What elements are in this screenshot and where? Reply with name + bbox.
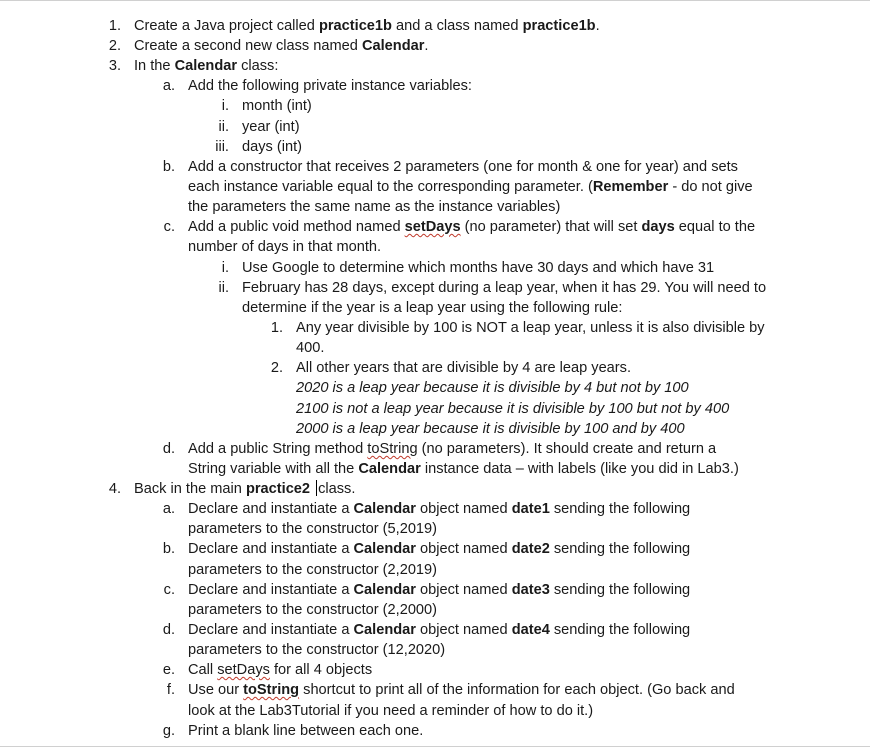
list-marker: 1. <box>270 320 283 336</box>
list-marker: g. <box>162 723 175 739</box>
spellcheck-flagged-word: toString <box>367 441 418 457</box>
list-item-text <box>134 16 600 36</box>
text-run: number of days in that month. <box>188 239 382 255</box>
text-run: Remember <box>592 179 669 195</box>
list-item-text <box>188 620 690 640</box>
text-run: Calendar <box>361 38 425 54</box>
list-item-text <box>188 237 381 257</box>
list-marker: 1. <box>108 18 121 34</box>
text-run: date1 <box>511 501 550 517</box>
list-item-text <box>134 36 428 56</box>
list-marker: c. <box>163 219 175 235</box>
list-marker: 3. <box>108 58 121 74</box>
text-run: days (int) <box>242 139 303 155</box>
text-run: parameters to the constructor (5,2019) <box>188 521 438 537</box>
list-item-text <box>296 419 685 439</box>
text-run: practice1b <box>318 18 392 34</box>
text-run: sending the following <box>549 501 691 517</box>
list-marker: i. <box>221 98 229 114</box>
text-run: and a class named <box>391 18 523 34</box>
list-item-text <box>296 338 324 358</box>
list-item-text <box>296 399 729 419</box>
text-run: sending the following <box>549 622 691 638</box>
list-marker: f. <box>166 682 175 698</box>
text-run: Use Google to determine which months have 30 days and which have 31 <box>242 260 715 276</box>
page-top-border <box>0 0 870 1</box>
text-run: parameters to the constructor (2,2000) <box>188 602 438 618</box>
text-run: for all 4 objects <box>269 662 373 678</box>
list-item-text <box>296 318 765 338</box>
list-item-text <box>188 439 716 459</box>
list-item-text <box>242 96 312 116</box>
text-run: Declare and instantiate a <box>188 622 354 638</box>
list-marker: 2. <box>270 360 283 376</box>
list-marker: 2. <box>108 38 121 54</box>
spellcheck-flagged-word: toString <box>243 682 300 698</box>
text-run: month (int) <box>242 98 312 114</box>
text-run: (no parameter) that will set <box>460 219 642 235</box>
list-item-text <box>188 600 437 620</box>
list-marker: e. <box>162 662 175 678</box>
list-item-text <box>188 177 753 197</box>
list-item-text <box>242 117 300 137</box>
list-item-text <box>188 701 593 721</box>
text-run <box>310 481 314 497</box>
text-run: class. <box>318 481 356 497</box>
list-marker: c. <box>163 582 175 598</box>
text-run: Create a second new class named <box>134 38 362 54</box>
text-run: Add a public void method named <box>188 219 405 235</box>
text-run: Declare and instantiate a <box>188 501 354 517</box>
spellcheck-flagged-word: setDays <box>217 662 270 678</box>
list-item-text <box>242 137 302 157</box>
list-item-text <box>188 459 739 479</box>
list-item-text <box>134 479 355 499</box>
list-marker: a. <box>162 501 175 517</box>
text-run: days <box>641 219 675 235</box>
text-run: object named <box>415 541 512 557</box>
list-item-text <box>296 358 631 378</box>
text-run: Use our <box>188 682 244 698</box>
text-run: Back in the main <box>134 481 246 497</box>
text-run: object named <box>415 622 512 638</box>
list-marker: d. <box>162 441 175 457</box>
text-run: practice2 <box>245 481 311 497</box>
text-run: parameters to the constructor (12,2020) <box>188 642 446 658</box>
list-item-text <box>188 519 437 539</box>
list-marker: a. <box>162 78 175 94</box>
text-cursor <box>316 480 317 496</box>
list-item-text <box>188 157 738 177</box>
text-run: . <box>595 18 600 34</box>
list-marker: b. <box>162 159 175 175</box>
text-run: look at the Lab3Tutorial if you need a reminder of how to do it.) <box>188 703 594 719</box>
list-item-text <box>188 499 690 519</box>
text-run: object named <box>415 501 512 517</box>
text-run: each instance variable equal to the corresponding parameter. ( <box>188 179 593 195</box>
list-marker: iii. <box>215 139 229 155</box>
text-run: Calendar <box>174 58 238 74</box>
text-run: Add the following private instance variables: <box>188 78 472 94</box>
text-run: instance data – with labels (like you did in Lab3.) <box>420 461 739 477</box>
list-item-text <box>188 660 372 680</box>
list-item-text <box>188 680 735 700</box>
text-run: 2100 is not a leap year because it is divisible by 100 but not by 400 <box>296 401 730 417</box>
text-run: Declare and instantiate a <box>188 582 354 598</box>
list-item-text <box>188 640 445 660</box>
text-run: 400. <box>296 340 325 356</box>
text-run: - do not give <box>668 179 753 195</box>
text-run: Declare and instantiate a <box>188 541 354 557</box>
text-run: date4 <box>511 622 550 638</box>
text-run: Calendar <box>353 582 416 598</box>
list-item-text <box>188 721 423 741</box>
text-run: class: <box>237 58 279 74</box>
list-item-text <box>242 298 622 318</box>
list-item-text <box>134 56 278 76</box>
text-run: date3 <box>511 582 550 598</box>
list-item-text <box>188 197 560 217</box>
text-run: Add a public String method <box>188 441 368 457</box>
list-item-text <box>242 278 766 298</box>
text-run: 2000 is a leap year because it is divisible by 100 and by 400 <box>296 421 685 437</box>
text-run: Create a Java project called <box>134 18 319 34</box>
list-marker: 4. <box>108 481 121 497</box>
list-marker: b. <box>162 541 175 557</box>
text-run: Any year divisible by 100 is NOT a leap year, unless it is also divisible by <box>296 320 765 336</box>
text-run: February has 28 days, except during a leap year, when it has 29. You will need to <box>242 280 767 296</box>
text-run: sending the following <box>549 541 691 557</box>
text-run: the parameters the same name as the instance variables) <box>188 199 561 215</box>
text-run: All other years that are divisible by 4 are leap years. <box>296 360 632 376</box>
text-run: determine if the year is a leap year using the following rule: <box>242 300 623 316</box>
text-run: Calendar <box>358 461 421 477</box>
list-item-text <box>188 539 690 559</box>
text-run: In the <box>134 58 175 74</box>
text-run: 2020 is a leap year because it is divisible by 4 but not by 100 <box>296 380 689 396</box>
text-run: Calendar <box>353 622 416 638</box>
list-marker: i. <box>221 260 229 276</box>
list-item-text <box>188 217 755 237</box>
text-run: Print a blank line between each one. <box>188 723 424 739</box>
text-run: practice1b <box>522 18 596 34</box>
text-run: Call <box>188 662 218 678</box>
list-marker: ii. <box>218 280 229 296</box>
text-run: shortcut to print all of the information for each object. (Go back and <box>299 682 735 698</box>
list-item-text <box>188 76 472 96</box>
text-run: Calendar <box>353 541 416 557</box>
text-run: object named <box>415 582 512 598</box>
list-marker: ii. <box>218 119 229 135</box>
list-item-text <box>296 378 689 398</box>
text-run: sending the following <box>549 582 691 598</box>
text-run: year (int) <box>242 119 300 135</box>
list-item-text <box>242 258 714 278</box>
text-run: (no parameters). It should create and return a <box>417 441 717 457</box>
text-run: Add a constructor that receives 2 parameters (one for month & one for year) and sets <box>188 159 738 175</box>
list-marker: d. <box>162 622 175 638</box>
text-run: Calendar <box>353 501 416 517</box>
list-item-text <box>188 560 437 580</box>
text-run: equal to the <box>674 219 756 235</box>
text-run: date2 <box>511 541 550 557</box>
list-item-text <box>188 580 690 600</box>
spellcheck-flagged-word: setDays <box>404 219 461 235</box>
text-run: . <box>424 38 429 54</box>
text-run: parameters to the constructor (2,2019) <box>188 562 438 578</box>
text-run: String variable with all the <box>188 461 359 477</box>
